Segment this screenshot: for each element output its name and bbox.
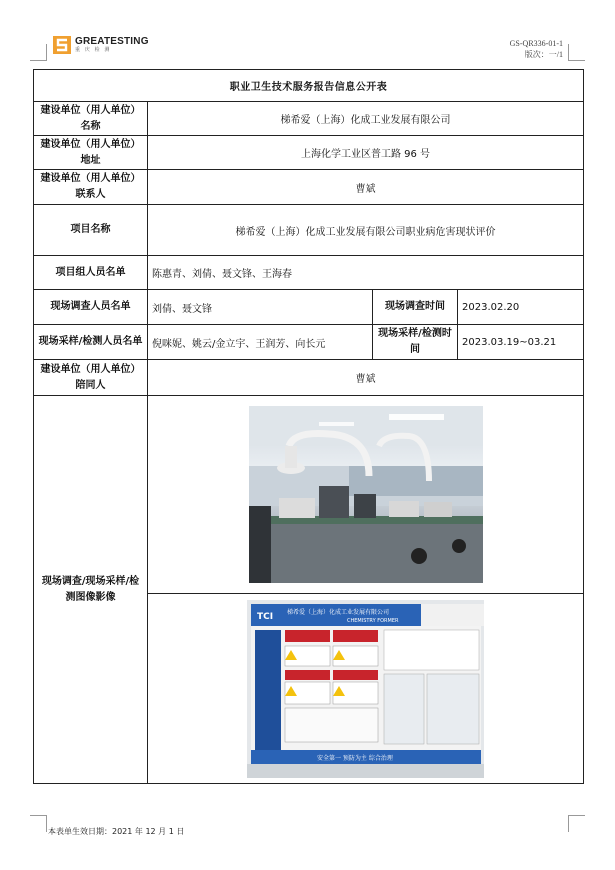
survey-label: 现场调查人员名单	[34, 290, 148, 325]
image-cell-board	[148, 594, 584, 784]
companion-label: 建设单位（用人单位）陪同人	[34, 360, 148, 396]
companion-value: 曹斌	[148, 360, 584, 396]
contact-label: 建设单位（用人单位）联系人	[34, 170, 148, 205]
project-value: 梯希爱（上海）化成工业发展有限公司职业病危害现状评价	[148, 205, 584, 256]
board-title: 梯希爱（上海）化成工业发展有限公司	[287, 608, 390, 616]
crop-mark-bottom-right	[568, 815, 585, 832]
version-value: 一	[548, 50, 557, 59]
project-label: 项目名称	[34, 205, 148, 256]
svg-text:TCI: TCI	[257, 611, 274, 622]
logo-mark-icon	[53, 36, 71, 54]
version-page: /1	[556, 50, 563, 59]
board-slogan: 安全第一 预防为主 综合治理	[317, 754, 393, 762]
survey-time-label: 现场调查时间	[373, 290, 458, 325]
unit-name-value: 梯希爱（上海）化成工业发展有限公司	[148, 102, 584, 136]
report-info-table	[33, 69, 584, 784]
image-cell-lab	[148, 396, 584, 594]
sampling-time-value: 2023.03.19~03.21	[458, 325, 584, 360]
document-code-block	[510, 38, 563, 60]
safety-board-photo	[247, 600, 484, 778]
document-code: GS-QR336-01-1	[509, 39, 563, 48]
version-label: 版次：	[524, 50, 549, 59]
team-value: 陈惠青、刘倩、聂文锋、王海春	[148, 256, 584, 290]
images-label: 现场调查/现场采样/检测图像影像	[34, 396, 148, 784]
survey-value: 刘倩、聂文锋	[148, 290, 373, 325]
logo-subtitle: 重 庆 检 测	[75, 47, 111, 53]
team-label: 项目组人员名单	[34, 256, 148, 290]
sampling-label: 现场采样/检测人员名单	[34, 325, 148, 360]
version-line	[510, 49, 563, 60]
logo-name: GREATESTING	[75, 36, 149, 47]
crop-mark-top-right	[568, 44, 585, 61]
table-title: 职业卫生技术服务报告信息公开表	[34, 70, 584, 102]
sampling-value: 倪咪妮、姚云/金立宇、王润芳、向长元	[148, 325, 373, 360]
address-label: 建设单位（用人单位）地址	[34, 136, 148, 170]
sampling-time-label: 现场采样/检测时间	[373, 325, 458, 360]
company-logo	[53, 36, 149, 54]
address-value: 上海化学工业区普工路 96 号	[148, 136, 584, 170]
effective-date: 本表单生效日期：2021 年 12 月 1 日	[48, 827, 185, 836]
board-title-en: CHEMISTRY FORMER	[347, 617, 399, 624]
crop-mark-bottom-left	[30, 815, 47, 832]
crop-mark-top-left	[30, 44, 47, 61]
unit-name-label: 建设单位（用人单位）名称	[34, 102, 148, 136]
survey-time-value: 2023.02.20	[458, 290, 584, 325]
lab-photo	[249, 406, 483, 583]
contact-value: 曹斌	[148, 170, 584, 205]
